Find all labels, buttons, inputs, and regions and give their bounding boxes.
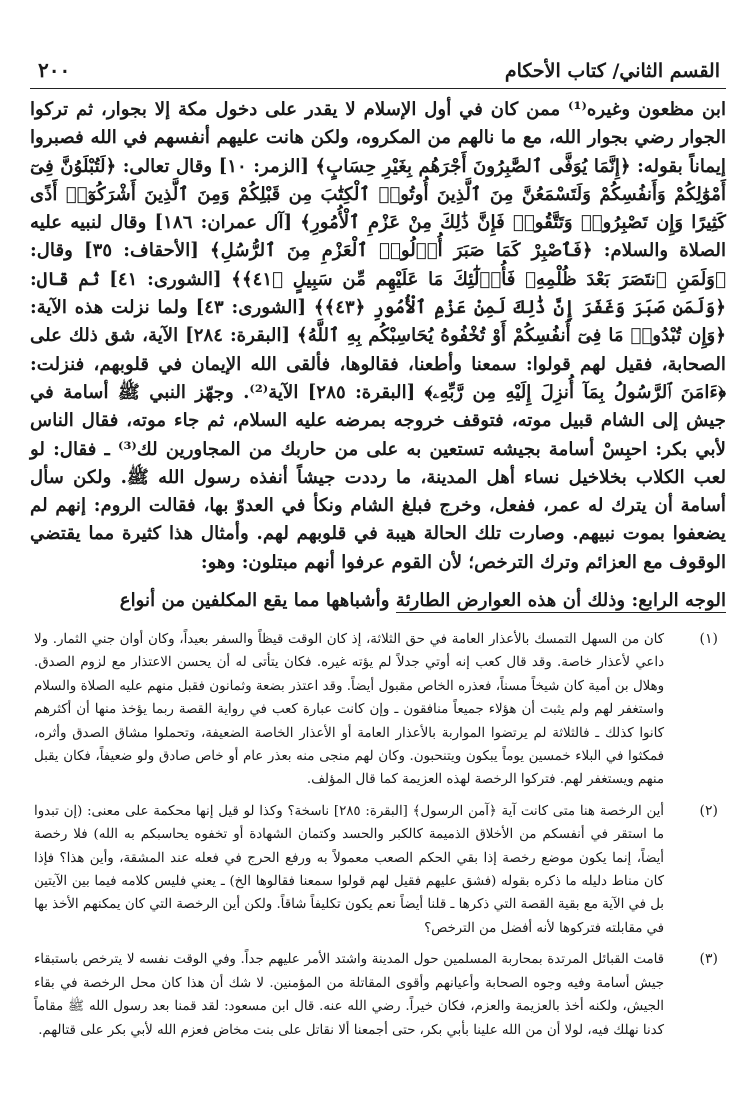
footnote [30,800,726,940]
footnote-text: قامت القبائل المرتدة بمحاربة المسلمين حول المدينة واشتد الأمر عليهم جداً. وفي الوقت نفسه لا يترخص باستبقاء جيش أسامة وفيه وجوه الصحابة وأعيانهم وأقوى المقاتلة من المؤمنين. لا شك أن هذا كان محل الرخصة في بقاء الجيش، ولكنه أخذ بالعزيمة والعزم، فكان خيراً. رضي الله عنه. قال ابن مسعود: لقد قمنا بعد رسول الله ﷺ مقاماً كدنا نهلك فيه، لولا أن من الله علينا بأبي بكر، حتى أجمعنا ألا نقاتل على بنت مخاض فعزم الله لأبي بكر على قتالهم. [34,952,664,1038]
footnotes [30,628,726,1088]
footnote-number: (٣) [699,951,718,968]
page-number: ٢٠٠ [38,58,71,82]
main-text [30,96,727,612]
footnote-number: (٢) [699,802,718,819]
footnote-text: أين الرخصة هنا متى كانت آية ﴿آمن الرسول﴾ [البقرة: ٢٨٥] ناسخة؟ وكذا لو قيل إنها محكمة على معنى: (إن تبدوا ما استقر في أنفسكم من الأخلاق الذميمة كالكبر والحسد وكتمان الشهادة أو تخفوه يحاسبكم به الله) فلا رخصة أيضاً، إنما يكون موضع رخصة إذا بقي الحكم الصعب معمولاً به ورفع الحرج في فعله عند المشقة، وأين هذا؟ فإذا كان مناط دليله ما ذكره بقوله (فشق عليهم فقيل لهم قولوا سمعنا فقالوها الخ) ـ يعني فليس كلامه فيما بين الآيتين بل في الآية مع بقية القصة التي ذكرها ـ قلنا أيضاً نعم يكون تكليفاً شاقاً. ولكن أين الرخصة التي كان يمكنهم الأخذ بها في مقابلته فتركوها لأنه أفضل من الترخص؟ [34,803,664,936]
body-paragraph: ابن مظعون وغيره⁽¹⁾ ممن كان في أول الإسلام لا يقدر على دخول مكة إلا بجوار، ثم تركوا الجوار رضي بجوار الله، مع ما نالهم من المكروه، ولكن هانت عليهم أنفسهم في الله فصبروا إيماناً بقوله: ﴿إِنَّمَا يُوَفَّى ٱلصَّٰبِرُونَ أَجْرَهُم بِغَيْرِ حِسَابٍ﴾ [الزمر: ١٠] وقال تعالى: ﴿لَتُبْلَوُنَّ فِىٓ أَمْوَٰلِكُمْ وَأَنفُسِكُمْ وَلَتَسْمَعُنَّ مِنَ ٱلَّذِينَ أُوتُوا۟ ٱلْكِتَٰبَ مِن قَبْلِكُمْ وَمِنَ ٱلَّذِينَ أَشْرَكُوٓا۟ أَذًى كَثِيرًا وَإِن تَصْبِرُوا۟ وَتَتَّقُوا۟ فَإِنَّ ذَٰلِكَ مِنْ عَزْمِ ٱلْأُمُورِ﴾ [آل عمران: ١٨٦] وقال لنبيه عليه الصلاة والسلام: ﴿فَٱصْبِرْ كَمَا صَبَرَ أُو۟لُوا۟ ٱلْعَزْمِ مِنَ ٱلرُّسُلِ﴾ [الأحقاف: ٣٥] وقال: ﴿وَلَمَنِ ٱنتَصَرَ بَعْدَ ظُلْمِهِۦ فَأُو۟لَٰٓئِكَ مَا عَلَيْهِم مِّن سَبِيلٍ ﴿٤١﴾﴾ [الشورى: ٤١] ثم قال: ﴿وَلَمَن صَبَرَ وَغَفَرَ إِنَّ ذَٰلِكَ لَمِنْ عَزْمِ ٱلْأُمُورِ ﴿٤٣﴾﴾ [الشورى: ٤٣] ولما نزلت هذه الآية: ﴿وَإِن تُبْدُوا۟ مَا فِىٓ أَنفُسِكُمْ أَوْ تُخْفُوهُ يُحَاسِبْكُم بِهِ ٱللَّهُ﴾ [البقرة: ٢٨٤] الآية، شق ذلك على الصحابة، فقيل لهم قولوا: سمعنا وأطعنا، فقالوها، فألقى الله الإيمان في قلوبهم، فنزلت: ﴿ءَامَنَ ٱلرَّسُولُ بِمَآ أُنزِلَ إِلَيْهِ مِن رَّبِّهِۦ﴾ [البقرة: ٢٨٥] الآية⁽²⁾. وجهّز النبي ﷺ أسامة في جيش إلى الشام قبيل موته، فتوقف خروجه بمرضه عليه السلام، ثم جاء موته، فقال الناس لأبي بكر: احبِسْ أسامة بجيشه تستعين به على من حاربك من المجاورين لك⁽³⁾ ـ فقال: لو لعب الكلاب بخلاخيل نساء أهل المدينة، ما رددت جيشاً أنفذه رسول الله ﷺ. ولكن سأل أسامة أن يترك له عمر، ففعل، وخرج فبلغ الشام ونكأ في العدوّ بها، فقالت الروم: إنهم لم يضعفوا بموت نبيهم. وصارت تلك الحالة هيبة في قلوبهم لهم. وأمثال هذا كثيرة مما يقتضي الوقوف مع العزائم وترك الترخص؛ لأن القوم عرفوا أنهم مبتلون: وهو: [30,99,727,573]
footnote [30,948,726,1042]
running-title: القسم الثاني/ كتاب الأحكام [504,60,720,82]
footnote [30,628,726,792]
footnote-text: كان من السهل التمسك بالأعذار العامة في حق الثلاثة، إذ كان الوقت قيظاً والسفر بعيداً، وكان أوان جني الثمار. ولا داعي لأعذار خاصة. وقد قال كعب إنه أوتي جدلاً لم يؤته غيره. فكان يتأتى له أن يحسن الاعتذار مع لزوم الصدق. وهلال بن أمية كان شيخاً مسناً، فعذره الخاص مقبول أيضاً. وقد اعتذر بضعة وثمانون فقبل منهم عليه الصلاة والسلام واستغفر لهم ولم يثبت أن هؤلاء جميعاً منافقون ـ وإن كانت عبارة كعب في رواية القصة ربما يؤخذ منها أن أكثرهم كانوا كذلك ـ فالثلاثة لم يرتضوا المواربة بالأعذار العامة أو الأعذار الخاصة الضعيفة، وتحملوا مشاق الصدق وأثره، فمكثوا في البلاء خمسين يوماً يبكون ويتنحبون. وكان لهم منجى منه بعذر عام أو خاص صادق ولو ضعيفاً، فكان يقبل منهم ويستغفر لهم. فتركوا الرخصة لهذه العزيمة كما قال المؤلف. [34,632,664,788]
page-header [30,56,726,89]
footnote-number: (١) [699,631,718,647]
section-heading-paragraph: الوجه الرابع: وذلك أن هذه العوارض الطارئة وأشباهها مما يقع المكلفين من أنواع [119,590,726,612]
footnote-separator [396,612,726,613]
